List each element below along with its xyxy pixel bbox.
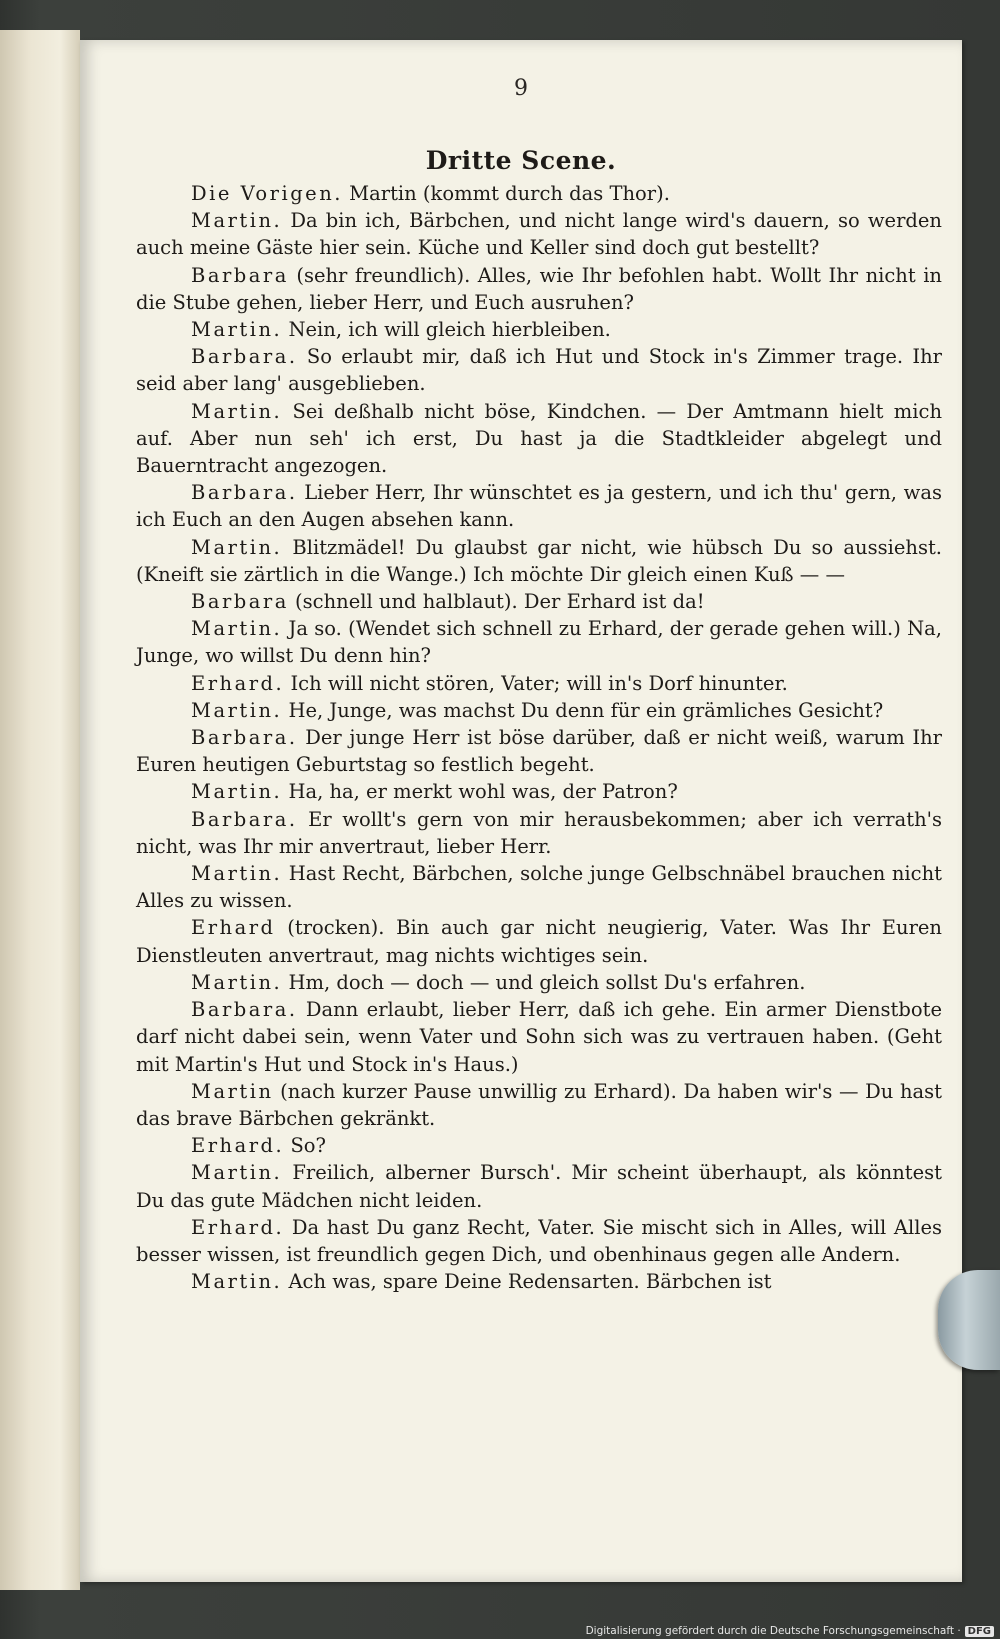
speaker-name: Barbara. [191, 481, 298, 505]
line-text: Blitzmädel! Du glaubst gar nicht, wie hübsch Du so aussiehst. (Kneift sie zärtlich in die Wange.) Ich möchte Dir gleich einen Kuß — — [136, 535, 942, 586]
speaker-name: Martin. [191, 1161, 283, 1185]
line-text: Ach was, spare Deine Redensarten. Bärbchen ist [282, 1270, 772, 1294]
speaker-name: Martin. [191, 318, 283, 342]
dialogue-line [136, 534, 942, 588]
line-text: He, Junge, was machst Du denn für ein grämliches Gesicht? [282, 698, 884, 722]
speaker-name: Erhard. [191, 1134, 285, 1158]
line-text: Der junge Herr ist böse darüber, daß er nicht weiß, warum Ihr Euren heutigen Geburtstag so festlich begeht. [136, 726, 942, 777]
dialogue-line [136, 1159, 942, 1213]
speaker-name: Barbara. [191, 726, 298, 750]
dialogue-line [136, 1132, 942, 1159]
dialogue-line [136, 180, 942, 207]
line-text: Lieber Herr, Ihr wünschtet es ja gestern, und ich thu' gern, was ich Euch an den Augen absehen kann. [136, 481, 942, 532]
dialogue-line [136, 860, 942, 914]
speaker-name: Erhard. [191, 1215, 285, 1239]
speaker-name: Barbara [191, 263, 289, 287]
speaker-name: Martin. [191, 780, 283, 804]
line-text: Ha, ha, er merkt wohl was, der Patron? [282, 780, 678, 804]
dialogue-line [136, 398, 942, 480]
speaker-name: Barbara [191, 590, 289, 614]
facing-page-edge [0, 30, 80, 1590]
page-clip [938, 1270, 1000, 1370]
dialogue-line [136, 1078, 942, 1132]
speaker-name: Die Vorigen. [191, 182, 343, 205]
dialogue-line [136, 479, 942, 533]
dialogue-line [136, 343, 942, 397]
speaker-name: Erhard [191, 916, 276, 940]
digitization-footer [586, 1625, 994, 1637]
dialogue-line [136, 806, 942, 860]
line-text: Er wollt's gern von mir herausbekommen; aber ich verrath's nicht, was Ihr mir anvertraut, lieber Herr. [136, 807, 942, 858]
dialogue-line [136, 316, 942, 343]
line-text: So erlaubt mir, daß ich Hut und Stock in's Zimmer trage. Ihr seid aber lang' ausgeblieben. [136, 345, 942, 396]
dialogue-line [136, 670, 942, 697]
dialogue-line [136, 778, 942, 805]
dialogue-line [136, 615, 942, 669]
line-text: Nein, ich will gleich hierbleiben. [282, 318, 611, 342]
line-text: Hast Recht, Bärbchen, solche junge Gelbschnäbel brauchen nicht Alles zu wissen. [136, 862, 942, 913]
line-text: Ich will nicht stören, Vater; will in's Dorf hinunter. [284, 671, 788, 695]
dialogue-line [136, 996, 942, 1078]
line-text: Hm, doch — doch — und gleich sollst Du's erfahren. [282, 970, 806, 994]
page-number: 9 [514, 76, 528, 101]
speaker-name: Erhard. [191, 671, 285, 695]
dialogue-line [136, 969, 942, 996]
line-text: (sehr freundlich). Alles, wie Ihr befohlen habt. Wollt Ihr nicht in die Stube gehen, lieber Herr, und Euch ausruhen? [136, 263, 942, 314]
speaker-name: Barbara. [191, 998, 298, 1022]
line-text: Sei deßhalb nicht böse, Kindchen. — Der Amtmann hielt mich auf. Aber nun seh' ich erst, Du hast ja die Stadtkleider abgelegt und Bauerntracht angezogen. [136, 399, 942, 478]
line-text: Ja so. (Wendet sich schnell zu Erhard, der gerade gehen will.) Na, Junge, wo willst Du denn hin? [136, 617, 942, 668]
book-page [80, 40, 962, 1582]
speaker-name: Martin. [191, 535, 283, 559]
dialogue-line [136, 697, 942, 724]
line-text: (trocken). Bin auch gar nicht neugierig, Vater. Was Ihr Euren Dienstleuten anvertraut, mag nichts wichtiges sein. [136, 916, 942, 967]
dialogue-line [136, 1214, 942, 1268]
dialogue-line [136, 262, 942, 316]
line-text: So? [284, 1134, 327, 1158]
dialogue-line [136, 588, 942, 615]
line-text: Dann erlaubt, lieber Herr, daß ich gehe. Ein armer Dienstbote darf nicht dabei sein, wenn Vater und Sohn sich was zu vertrauen haben. (Geht mit Martin's Hut und Stock in's Haus.) [136, 998, 942, 1076]
speaker-name: Martin. [191, 862, 283, 886]
line-text: (nach kurzer Pause unwillig zu Erhard). Da haben wir's — Du hast das brave Bärbchen gekränkt. [136, 1079, 942, 1130]
speaker-name: Martin. [191, 209, 283, 233]
speaker-name: Barbara. [191, 345, 298, 369]
speaker-name: Martin. [191, 617, 283, 641]
dfg-logo: DFG [965, 1626, 994, 1637]
dialogue-line [136, 914, 942, 968]
dialogue-line [136, 1268, 942, 1295]
speaker-name: Martin. [191, 399, 283, 423]
line-text: Freilich, alberner Bursch'. Mir scheint überhaupt, als könntest Du das gute Mädchen nicht leiden. [136, 1161, 942, 1212]
line-text: Da hast Du ganz Recht, Vater. Sie mischt sich in Alles, will Alles besser wissen, ist freundlich gegen Dich, und obenhinaus gegen alle Andern. [136, 1215, 942, 1266]
play-text [136, 180, 942, 1295]
speaker-name: Martin. [191, 698, 283, 722]
line-text: (schnell und halblaut). Der Erhard ist da! [288, 590, 705, 614]
line-text: Da bin ich, Bärbchen, und nicht lange wird's dauern, so werden auch meine Gäste hier sein. Küche und Keller sind doch gut bestellt? [136, 209, 942, 260]
speaker-name: Martin. [191, 970, 283, 994]
speaker-name: Martin. [191, 1270, 283, 1294]
scene-title: Dritte Scene. [425, 146, 617, 175]
speaker-name: Barbara. [191, 807, 298, 831]
dialogue-line [136, 724, 942, 778]
speaker-name: Martin [191, 1079, 274, 1103]
footer-text: Digitalisierung gefördert durch die Deutsche Forschungsgemeinschaft · [585, 1625, 961, 1637]
line-text: Martin (kommt durch das Thor). [342, 182, 670, 205]
dialogue-line [136, 207, 942, 261]
